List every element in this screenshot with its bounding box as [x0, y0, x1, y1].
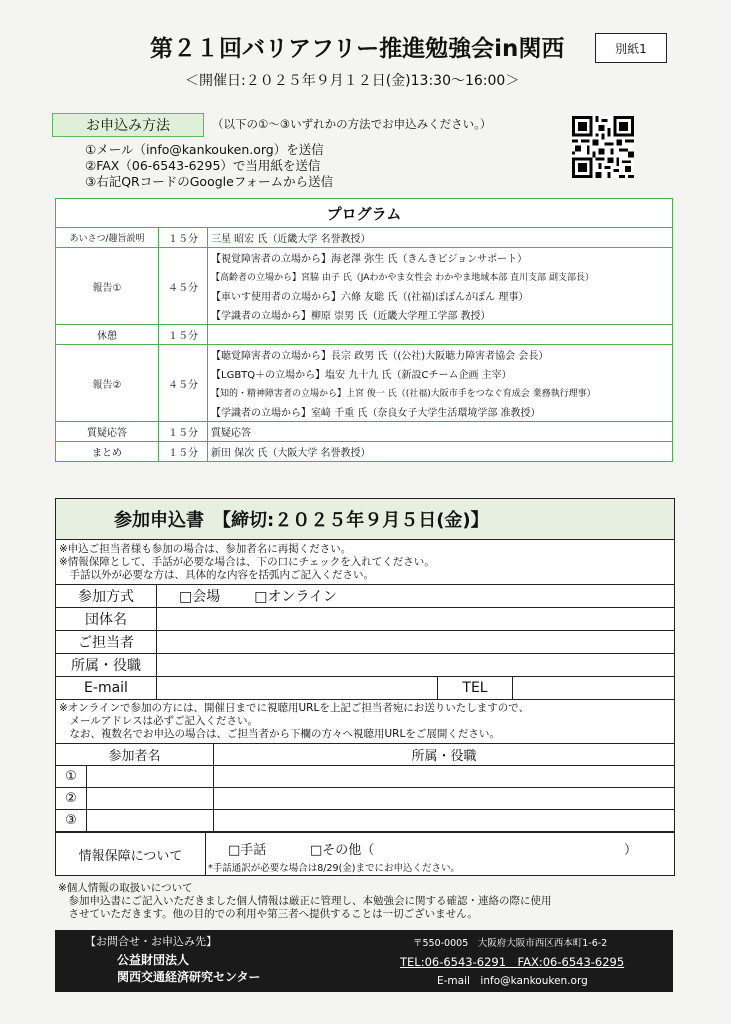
participation-row — [56, 585, 674, 608]
info-support-note: *手話通訳が必要な場合は8/29(金)までにお申込ください。 — [208, 863, 460, 874]
program-row — [56, 345, 673, 365]
participant-position-input[interactable] — [214, 788, 675, 810]
tel-label: TEL — [438, 677, 513, 699]
email-input[interactable] — [157, 677, 438, 699]
program-row — [56, 422, 673, 442]
participants-table — [56, 744, 674, 832]
inquiry-label: 【お問合せ・お申込み先】 — [85, 935, 217, 948]
program-row — [56, 228, 673, 248]
program-row-detail: 【視覚障害者の立場から】海老澤 弥生 氏（きんきビジョンサポート） — [208, 248, 673, 268]
qr-code-icon[interactable] — [572, 116, 634, 178]
note-line: ※申込ご担当者様も参加の場合は、参加者名に再掲ください。 — [59, 543, 352, 555]
tel-fax[interactable]: TEL:06-6543-6291 FAX:06-6543-6295 — [400, 955, 625, 969]
privacy-notice — [58, 882, 552, 921]
participants-header: 参加者名 — [56, 744, 214, 766]
privacy-line: 参加申込書にご記入いただきました個人情報は厳正に管理し、本勉強会に関する確認・連絡の際に使用 — [58, 895, 552, 907]
program-row-detail — [208, 325, 673, 345]
program-row-detail: 【車いす使用者の立場から】六條 友聡 氏（(社福)ぽぽんがぽん 理事） — [208, 286, 673, 305]
event-date: ＜開催日:２０２５年９月１２日(金)13:30〜16:00＞ — [185, 73, 520, 89]
participation-label: 参加方式 — [56, 585, 157, 607]
note-line: ※オンラインで参加の方には、開催日までに視聴用URLを上記ご担当者宛にお送りいたしますので、 — [59, 702, 530, 714]
participant-position-input[interactable] — [214, 810, 675, 832]
table-row — [56, 810, 674, 832]
online-checkbox[interactable]: □オンライン — [254, 589, 338, 605]
other-checkbox[interactable]: □その他（ — [310, 843, 375, 858]
affiliation-row — [56, 654, 674, 677]
online-notes — [56, 700, 674, 744]
program-row — [56, 325, 673, 345]
program-row-detail: 新田 保次 氏（大阪大学 名誉教授） — [208, 442, 673, 462]
org-input[interactable] — [157, 608, 674, 630]
method-email: ①メール（info@kankouken.org）を送信 — [85, 142, 324, 157]
email-label: E-mail — [56, 677, 157, 699]
program-row-detail: 【知的・精神障害者の立場から】上宮 俊一 氏（(社福)大阪市手をつなぐ育成会 業務執行理事） — [208, 383, 673, 402]
org-name: 関西交通経済研究センター — [117, 970, 261, 984]
application-form — [55, 498, 675, 876]
application-method-label: お申込み方法 — [52, 113, 204, 137]
note-line: なお、複数名でお申込の場合は、ご担当者から下欄の方々へ視聴用URLをご展開ください。 — [59, 728, 500, 740]
privacy-line: させていただきます。他の目的での利用や第三者へ提供することは一切ございません。 — [58, 908, 478, 920]
method-fax: ②FAX（06-6543-6295）で当用紙を送信 — [85, 158, 321, 173]
page-title: 第２１回バリアフリー推進勉強会in関西 — [150, 36, 565, 62]
appendix-label: 別紙1 — [595, 33, 667, 63]
affiliation-input[interactable] — [157, 654, 674, 676]
program-heading: プログラム — [56, 199, 673, 228]
privacy-line: ※個人情報の取扱いについて — [58, 882, 193, 894]
footer-email[interactable]: E-mail info@kankouken.org — [437, 975, 588, 987]
program-row-detail: 【聴覚障害者の立場から】長宗 政男 氏（(公社)大阪聴力障害者協会 会長） — [208, 345, 673, 365]
program-row-detail: 質疑応答 — [208, 422, 673, 442]
contact-input[interactable] — [157, 631, 674, 653]
position-header: 所属・役職 — [214, 744, 675, 766]
application-notes — [56, 540, 674, 585]
org-type: 公益財団法人 — [117, 953, 190, 967]
participant-name-input[interactable] — [87, 810, 214, 832]
note-line: メールアドレスは必ずご記入ください。 — [59, 715, 258, 727]
program-row-detail: 【学識者の立場から】柳原 崇男 氏（近畿大学理工学部 教授） — [208, 305, 673, 325]
program-row-label: 報告② — [56, 345, 159, 422]
program-row-time: ４５分 — [159, 248, 208, 325]
program-row-time: ４５分 — [159, 345, 208, 422]
program-row-detail: 三星 昭宏 氏（近畿大学 名誉教授） — [208, 228, 673, 248]
contact-label: ご担当者 — [56, 631, 157, 653]
row-number: ② — [56, 788, 87, 810]
org-row — [56, 608, 674, 631]
org-label: 団体名 — [56, 608, 157, 630]
affiliation-label: 所属・役職 — [56, 654, 157, 676]
contact-footer — [55, 930, 673, 992]
program-row-detail: 【学識者の立場から】室﨑 千重 氏（奈良女子大学生活環境学部 准教授） — [208, 402, 673, 422]
application-method-note: （以下の①〜③いずれかの方法でお申込みください。） — [212, 117, 492, 131]
program-row-label: 報告① — [56, 248, 159, 325]
table-row — [56, 766, 674, 788]
sign-language-checkbox[interactable]: □手話 — [228, 843, 267, 858]
program-row-label: まとめ — [56, 442, 159, 462]
other-close-paren: ） — [624, 843, 638, 858]
note-line: 手話以外が必要な方は、具体的な内容を括弧内ご記入ください。 — [59, 569, 374, 581]
info-support-label: 情報保障について — [56, 833, 206, 875]
program-row-time: １５分 — [159, 228, 208, 248]
contact-row — [56, 631, 674, 654]
program-row-time: １５分 — [159, 422, 208, 442]
participant-name-input[interactable] — [87, 788, 214, 810]
participant-position-input[interactable] — [214, 766, 675, 788]
row-number: ① — [56, 766, 87, 788]
row-number: ③ — [56, 810, 87, 832]
info-support-row — [56, 832, 674, 875]
venue-checkbox[interactable]: □会場 — [179, 589, 221, 605]
table-row — [56, 788, 674, 810]
program-table — [55, 198, 673, 462]
program-row-detail: 【LGBTQ＋の立場から】塩安 九十九 氏（新設Cチーム企画 主宰） — [208, 364, 673, 383]
program-row-time: １５分 — [159, 325, 208, 345]
address: 〒550-0005 大阪府大阪市西区西本町1-6-2 — [413, 938, 608, 949]
program-row-label: あいさつ/趣旨説明 — [56, 228, 159, 248]
tel-input[interactable] — [513, 677, 674, 699]
program-row-time: １５分 — [159, 442, 208, 462]
email-row — [56, 677, 674, 700]
note-line: ※情報保障として、手話が必要な場合は、下の口にチェックを入れてください。 — [59, 556, 435, 568]
program-row — [56, 442, 673, 462]
method-qr: ③右記QRコードのGoogleフォームから送信 — [85, 174, 334, 189]
program-row — [56, 248, 673, 268]
program-row-label: 休憩 — [56, 325, 159, 345]
application-form-title: 参加申込書 【締切:２０２５年９月５日(金)】 — [56, 499, 674, 540]
participant-name-input[interactable] — [87, 766, 214, 788]
program-row-detail: 【高齢者の立場から】宮脇 由子 氏（JAわかやま女性会 わかやま地域本部 直川支部 副支部長） — [208, 267, 673, 286]
program-row-label: 質疑応答 — [56, 422, 159, 442]
